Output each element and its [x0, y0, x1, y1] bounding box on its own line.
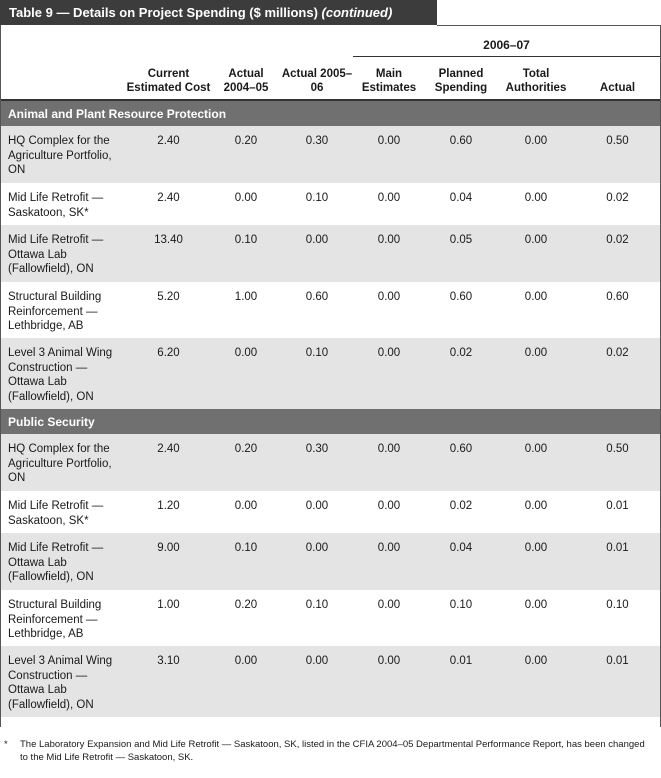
year-group-header: 2006–07: [353, 38, 660, 57]
table-row: Mid Life Retrofit — Saskatoon, SK* 2.40 0.00 0.10 0.00 0.04 0.00 0.02: [8, 192, 629, 219]
table-row: Mid Life Retrofit — Ottawa Lab (Fallowfield), ON 9.00 0.10 0.00 0.00 0.04 0.00 0.01: [1, 533, 660, 590]
table-title-continued: (continued): [321, 5, 393, 20]
section-header-animal-plant: Animal and Plant Resource Protection: [1, 100, 660, 126]
col-header-actual: Actual: [599, 82, 636, 94]
header-row-columns: [1, 57, 660, 100]
header-row-year: [1, 38, 660, 57]
col-header-main-estimates: Main Estimates: [361, 68, 417, 94]
table-row: Mid Life Retrofit — Ottawa Lab (Fallowfield), ON 13.40 0.10 0.00 0.00 0.05 0.00 0.02: [1, 225, 660, 282]
table-row: HQ Complex for the Agriculture Portfolio, ON 2.40 0.20 0.30 0.00 0.60 0.00 0.50: [1, 434, 660, 491]
table-row: Structural Building Reinforcement — Lethbridge, AB 5.20 1.00 0.60 0.00 0.60 0.00 0.60: [8, 291, 629, 332]
section-header-public-security: Public Security: [1, 409, 660, 434]
table-frame-top-rule: [437, 25, 661, 26]
table-row: Mid Life Retrofit — Saskatoon, SK* 1.20 0.00 0.00 0.00 0.02 0.00 0.01: [8, 500, 629, 527]
table-row: Level 3 Animal Wing Construction — Ottawa Lab (Fallowfield), ON 6.20 0.00 0.10 0.00 0.02 0.00 0.02: [1, 338, 660, 409]
col-header-actual-2005-06: Actual 2005–06: [281, 68, 353, 94]
col-header-actual-2004-05: Actual 2004–05: [223, 68, 269, 94]
table-row: HQ Complex for the Agriculture Portfolio, ON 2.40 0.20 0.30 0.00 0.60 0.00 0.50: [1, 126, 660, 183]
col-header-current-estimated-cost: Current Estimated Cost: [126, 68, 211, 94]
table-row: Structural Building Reinforcement — Lethbridge, AB 1.00 0.20 0.10 0.00 0.10 0.00 0.10: [8, 599, 629, 640]
footnote-text: The Laboratory Expansion and Mid Life Retrofit — Saskatoon, SK, listed in the CFIA 2004–05 Departmental Performance Report, has been changed to the Mid Life Retrofit — Saskatoon, SK.: [20, 739, 645, 763]
col-header-planned-spending: Planned Spending: [434, 68, 488, 94]
footnote-marker: *: [4, 739, 8, 750]
col-header-total-authorities: Total Authorities: [505, 68, 567, 94]
project-spending-table: [1, 38, 660, 717]
table-row: Level 3 Animal Wing Construction — Ottawa Lab (Fallowfield), ON 3.10 0.00 0.00 0.00 0.01 0.00 0.01: [1, 646, 660, 717]
table-title: [0, 0, 437, 25]
table-title-main: Table 9 — Details on Project Spending ($ millions): [9, 5, 318, 20]
